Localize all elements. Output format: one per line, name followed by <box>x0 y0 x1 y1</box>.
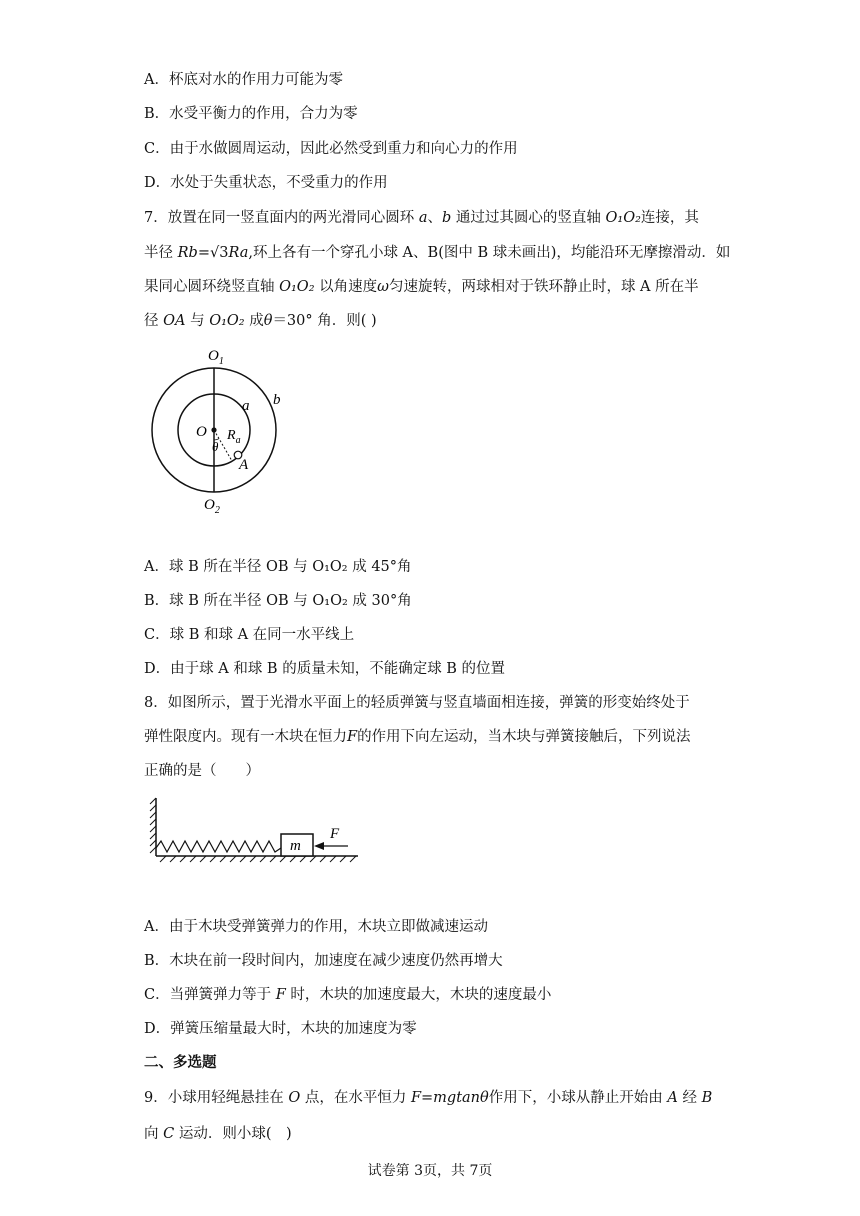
label-ball-a: A <box>239 457 249 473</box>
q6-option-d: D．水处于失重状态，不受重力的作用 <box>144 175 388 191</box>
q7-rings-figure <box>146 338 326 518</box>
q7-line-1: 7．放置在同一竖直面内的两光滑同心圆环 a、b 通过过其圆心的竖直轴 O₁O₂连接，其 <box>144 210 699 226</box>
q7-line-4: 径 OA 与 O₁O₂ 成θ＝30° 角．则( ) <box>144 313 377 329</box>
q6-option-c: C．由于水做圆周运动，因此必然受到重力和向心力的作用 <box>144 141 518 157</box>
q7-option-b: B．球 B 所在半径 OB 与 O₁O₂ 成 30°角 <box>144 593 412 609</box>
q9-line-2: 向 C 运动．则小球( ) <box>144 1126 292 1142</box>
q8-option-b: B．木块在前一段时间内，加速度在减少速度仍然再增大 <box>144 953 503 969</box>
label-f: F <box>330 826 340 842</box>
center-dot <box>211 427 216 432</box>
label-a-ring: a <box>242 398 250 414</box>
q7-option-c: C．球 B 和球 A 在同一水平线上 <box>144 627 355 643</box>
q6-option-b: B．水受平衡力的作用，合力为零 <box>144 106 358 122</box>
q8-option-d: D．弹簧压缩量最大时，木块的加速度为零 <box>144 1021 417 1037</box>
label-o1: $O_1$ <box>208 348 224 367</box>
force-arrowhead <box>314 842 324 850</box>
q8-spring-figure <box>148 792 368 872</box>
wall-hatching <box>150 798 156 853</box>
q9-line-1: 9．小球用轻绳悬挂在 O 点，在水平恒力 F=mgtanθ作用下，小球从静止开始由 A 经 B <box>144 1090 713 1106</box>
section-title-multiple-choice: 二、多选题 <box>144 1055 217 1071</box>
spring <box>156 841 281 852</box>
q7-line-2: 半径 Rb=√3Ra,环上各有一个穿孔小球 A、B(图中 B 球未画出)，均能沿环无摩擦滑动．如 <box>144 245 731 261</box>
label-o: O <box>196 424 207 440</box>
q8-option-a: A．由于木块受弹簧弹力的作用，木块立即做减速运动 <box>144 919 488 935</box>
page-footer: 试卷第 3页，共 7页 <box>367 1163 493 1179</box>
label-theta: θ <box>212 439 219 454</box>
label-m: m <box>290 838 301 854</box>
q8-line-3: 正确的是（ ） <box>144 763 260 779</box>
label-b-ring: b <box>273 392 281 408</box>
q7-line-3: 果同心圆环绕竖直轴 O₁O₂ 以角速度ω匀速旋转，两球相对于铁环静止时，球 A 所在半 <box>144 279 699 295</box>
q7-option-a: A．球 B 所在半径 OB 与 O₁O₂ 成 45°角 <box>144 559 412 575</box>
ground-hatching <box>160 856 356 862</box>
q8-line-2: 弹性限度内。现有一木块在恒力F的作用下向左运动，当木块与弹簧接触后，下列说法 <box>144 729 691 745</box>
q6-option-a: A．杯底对水的作用力可能为零 <box>144 72 343 88</box>
q8-option-c: C．当弹簧弹力等于 F 时，木块的加速度最大，木块的速度最小 <box>144 987 552 1003</box>
label-ra: $R_a$ <box>227 428 241 446</box>
label-o2: $O_2$ <box>204 497 220 516</box>
q7-option-d: D．由于球 A 和球 B 的质量未知，不能确定球 B 的位置 <box>144 661 506 677</box>
q8-line-1: 8．如图所示，置于光滑水平面上的轻质弹簧与竖直墙面相连接，弹簧的形变始终处于 <box>144 695 690 711</box>
